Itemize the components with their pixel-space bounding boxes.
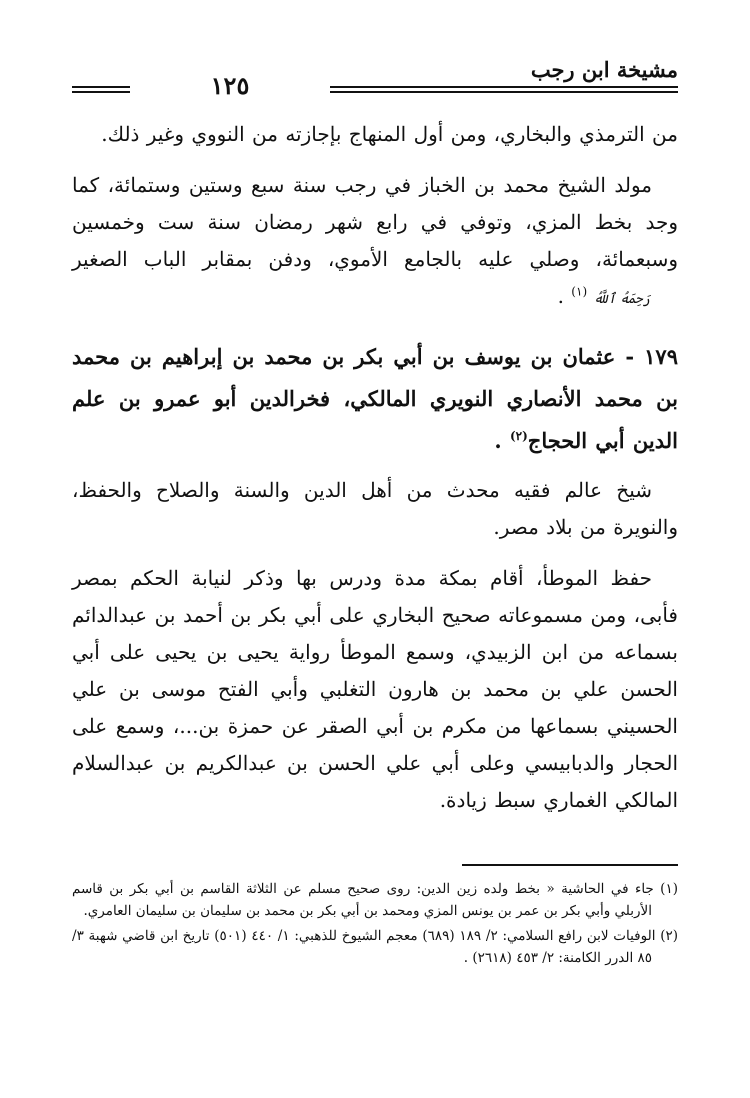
- header-rule-left: [72, 86, 130, 93]
- page-header: [72, 56, 678, 100]
- header-rule-right: [330, 86, 678, 93]
- page-body: [72, 116, 678, 819]
- paragraph-end: .: [557, 284, 564, 308]
- paragraph-continuation: من الترمذي والبخاري، ومن أول المنهاج بإجازته من النووي وغير ذلك.: [101, 122, 678, 146]
- footnote-1: (١) جاء في الحاشية « بخط ولده زين الدين: روى صحيح مسلم عن الثلاثة القاسم بن أبي بكر بن قاسم الأربلي وأبي بكر بن عمر بن يونس المزي ومحمد بن أبي بكر بن محمد بن سليمان بن سليمان العامري.: [72, 881, 678, 919]
- running-title: مشيخة ابن رجب: [530, 57, 678, 82]
- rahimahu-allah-glyph: رَحِمَهُ ٱللَّهُ: [593, 291, 651, 307]
- entry-heading: [72, 336, 678, 462]
- paragraph-studies: حفظ الموطأ، أقام بمكة مدة ودرس بها وذكر لنيابة الحكم بمصر فأبى، ومن مسموعاته صحيح البخاري على أبي بكر بن أحمد بن عبدالدائم بسماعه من ابن الزبيدي، وسمع الموطأ رواية يحيى بن يحيى على أبي الحسن علي بن محمد بن هارون التغلبي وأبي الفتح موسى بن علي الحسيني بسماعها من مكرم بن أبي الصقر عن حمزة بن...، وسمع على الحجار والدبابيسي وعلى أبي علي الحسن بن عبدالكريم بن عبدالسلام المالكي الغماري سبط زيادة.: [72, 566, 678, 812]
- footnote-2: (٢) الوفيات لابن رافع السلامي: ٢/ ١٨٩ (٦٨٩) معجم الشيوخ للذهبي: ١/ ٤٤٠ (٥٠١) تاريخ ابن قاضي شهبة ٣/ ٨٥ الدرر الكامنة: ٢/ ٤٥٣ (٢٦١٨) .: [72, 928, 679, 966]
- entry-heading-text: ١٧٩ - عثمان بن يوسف بن أبي بكر بن محمد بن إبراهيم بن محمد بن محمد الأنصاري النويري المالكي، فخرالدين أبو عمرو بن علم الدين أبي الحجاج: [72, 344, 678, 453]
- paragraph-birth-death: [72, 167, 678, 318]
- page-number: ١٢٥: [210, 71, 250, 100]
- footnote-separator: [462, 864, 678, 866]
- footnote-ref-1: (١): [571, 284, 588, 299]
- heading-end: .: [494, 428, 502, 453]
- footnote-ref-2: (٢): [509, 429, 528, 443]
- paragraph-text: مولد الشيخ محمد بن الخباز في رجب سنة سبع وستين وستمائة، كما وجد بخط المزي، وتوفي في رابع شهر رمضان سنة ست وخمسين وسبعمائة، وصلي عليه بالجامع الأموي، ودفن بمقابر الباب الصغير: [72, 173, 678, 271]
- paragraph-description: شيخ عالم فقيه محدث من أهل الدين والسنة والصلاح والحفظ، والنويرة من بلاد مصر.: [72, 478, 678, 539]
- footnotes: [72, 878, 678, 969]
